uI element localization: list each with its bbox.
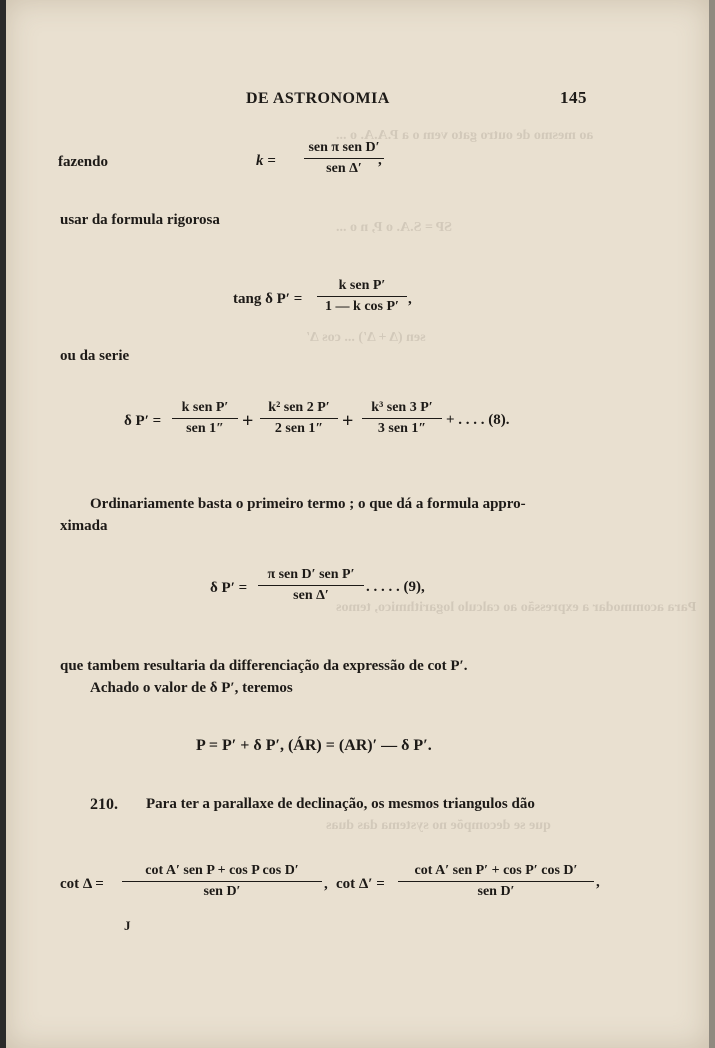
eq-serie-term3-den: 3 sen 1″ [377, 421, 427, 436]
eq-serie-term1-num: k sen P′ [181, 400, 229, 415]
fraction-bar [362, 418, 442, 419]
fraction-bar [260, 418, 338, 419]
para1-line2: ximada [60, 518, 108, 534]
eq-serie-term3 [362, 399, 442, 438]
eq-k-numerator: sen π sen D′ [308, 140, 380, 155]
eq-serie-term1 [172, 399, 238, 438]
eq9-denominator: sen Δ′ [293, 588, 329, 603]
eq-serie-term3-num: k³ sen 3 P′ [371, 400, 433, 415]
eq-tang-numerator: k sen P′ [338, 278, 386, 293]
eq-cot-tail: , [596, 874, 600, 890]
bleed-through-5: que se decompõe no systema das duas [326, 818, 551, 833]
signature-mark: J [124, 918, 131, 933]
eq-P: P = P′ + δ P′, (ÁR) = (AR)′ — δ P′. [196, 737, 432, 754]
eq-tang-fraction [317, 277, 407, 316]
fazendo-label: fazendo [58, 154, 108, 170]
fraction-bar [258, 585, 364, 586]
eq9-lhs: δ P′ = [210, 580, 248, 596]
eq9-tail: . . . . . (9), [366, 579, 425, 595]
book-page [6, 0, 709, 1048]
eq-serie-tail: + . . . . (8). [446, 412, 510, 428]
eq-cot1-fraction [122, 862, 322, 901]
eq-serie-plus2: + [342, 410, 354, 432]
usar-label: usar da formula rigorosa [60, 212, 220, 228]
bleed-through-1: ao mesmo de outro gato vem o a P.A.A. o ... [336, 128, 594, 143]
bleed-through-4: Para acommodar a expressão ao calculo logarithmico, temos [336, 600, 697, 615]
para1-line1: Ordinariamente basta o primeiro termo ; o que dá a formula appro- [90, 496, 526, 512]
eq-cot2-denominator: sen D′ [477, 884, 515, 899]
fraction-bar [304, 158, 384, 159]
bleed-through-2: SP = S.A. o P, n o ... [336, 220, 452, 235]
eq-tang-lhs: tang δ P′ = [233, 291, 303, 307]
eq-serie-term1-den: sen 1″ [186, 421, 224, 436]
fraction-bar [398, 881, 594, 882]
eq-serie-term2-den: 2 sen 1″ [274, 421, 324, 436]
eq-cot1-denominator: sen D′ [203, 884, 241, 899]
eq-serie-plus1: + [242, 410, 254, 432]
page-number: 145 [560, 88, 587, 107]
eq-tang-denominator: 1 — k cos P′ [325, 299, 399, 314]
eq-cot1-lhs: cot Δ = [60, 876, 104, 892]
eq9-fraction [258, 566, 364, 605]
section-text: Para ter a parallaxe de declinação, os mesmos triangulos dão [146, 796, 535, 812]
eq9-numerator: π sen D′ sen P′ [267, 567, 355, 582]
eq-tang-comma: , [408, 291, 412, 307]
running-header: DE ASTRONOMIA [246, 90, 390, 107]
eq-serie-term2 [260, 399, 338, 438]
para2-line2: Achado o valor de δ P′, teremos [90, 680, 293, 696]
eq-cot2-lhs: cot Δ′ = [336, 876, 385, 892]
eq-serie-lhs: δ P′ = [124, 413, 162, 429]
eq-cot2-numerator: cot A′ sen P′ + cos P′ cos D′ [414, 863, 578, 878]
eq-k-lhs: k = [256, 153, 276, 169]
fraction-bar [122, 881, 322, 882]
fraction-bar [172, 418, 238, 419]
bleed-through-3: sen (Δ + Δ′) ... cos Δ′ [306, 330, 426, 345]
page-edge-shadow [709, 0, 715, 1048]
eq-k-denominator: sen Δ′ [326, 161, 362, 176]
eq-cot-separator: , [324, 876, 328, 892]
eq-cot2-fraction [398, 862, 594, 901]
eq-k-comma: , [378, 152, 382, 168]
eq-k-fraction [304, 139, 384, 178]
serie-label: ou da serie [60, 348, 130, 364]
eq-cot1-numerator: cot A′ sen P + cos P cos D′ [145, 863, 299, 878]
eq-serie-term2-num: k² sen 2 P′ [268, 400, 330, 415]
para2-line1: que tambem resultaria da differenciação da expressão de cot P′. [60, 658, 468, 674]
fraction-bar [317, 296, 407, 297]
section-number: 210. [90, 796, 118, 813]
